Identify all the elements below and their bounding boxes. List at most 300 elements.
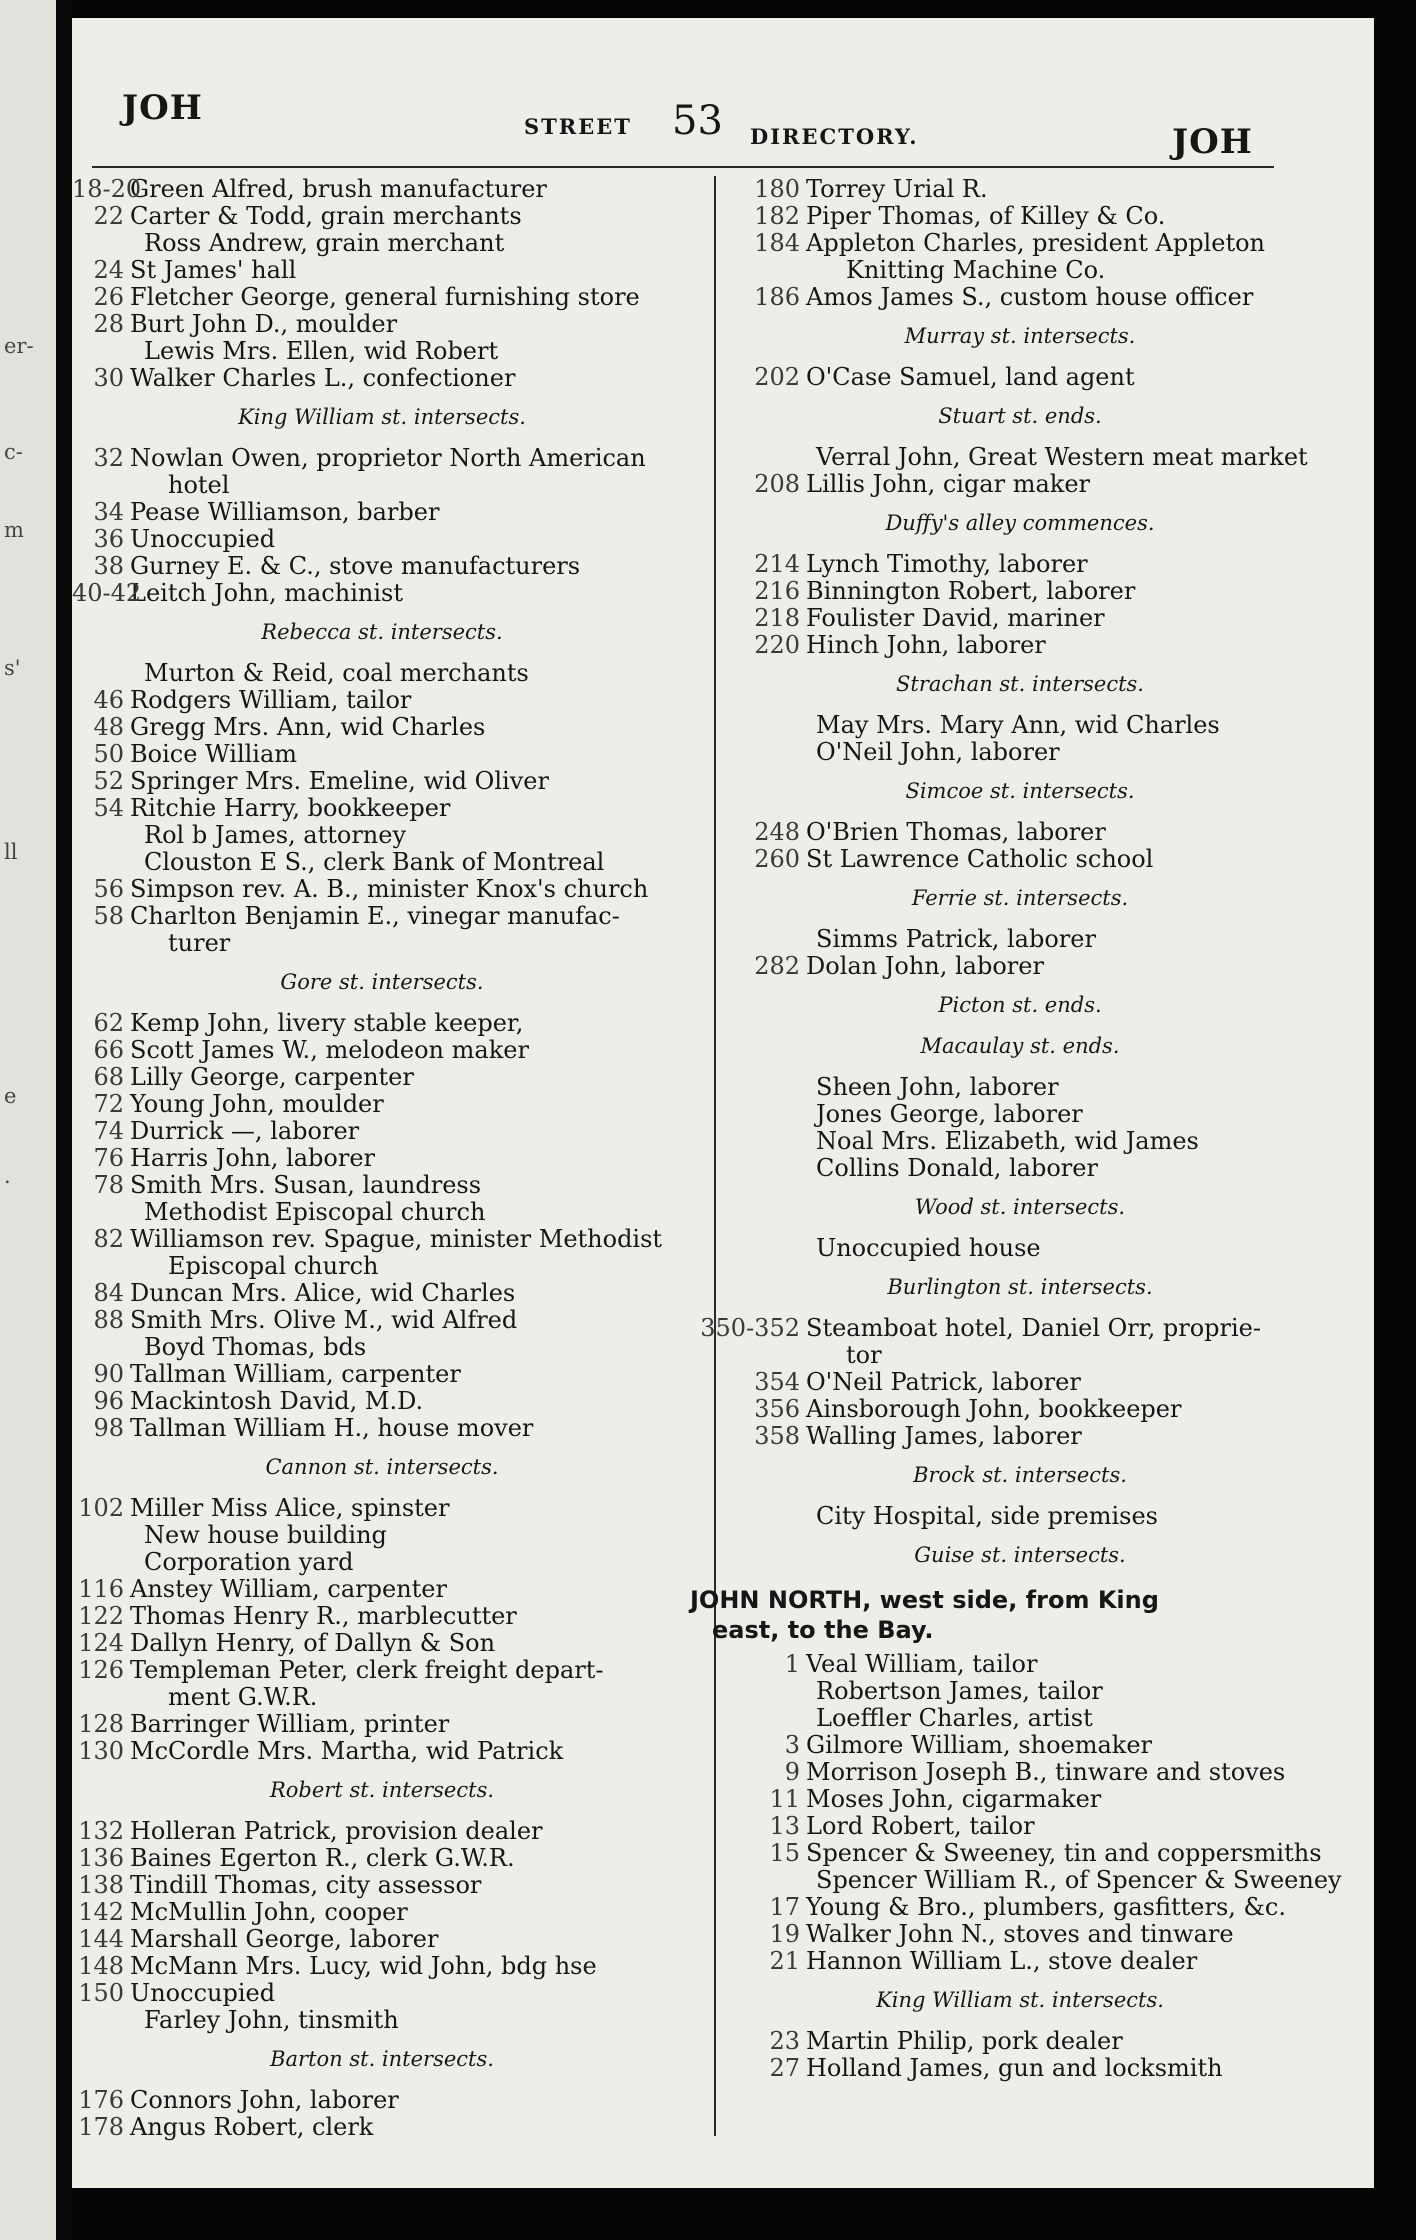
house-number: 78 <box>93 1171 124 1199</box>
house-number: 13 <box>769 1812 800 1840</box>
entry-text: Unoccupied <box>130 1979 276 2007</box>
directory-entry <box>72 2114 692 2141</box>
entry-text: Walker John N., stoves and tinware <box>806 1920 1234 1948</box>
entry-text: Duncan Mrs. Alice, wid Charles <box>130 1279 516 1307</box>
entry-text: Marshall George, laborer <box>130 1925 439 1953</box>
directory-entry <box>690 1678 1350 1705</box>
house-number: 15 <box>769 1839 800 1867</box>
directory-entry <box>690 1894 1350 1921</box>
entry-text: Binnington Robert, laborer <box>806 577 1136 605</box>
entry-text: Collins Donald, laborer <box>816 1154 1098 1182</box>
directory-entry <box>690 1101 1350 1128</box>
entry-text: Steamboat hotel, Daniel Orr, proprie- <box>806 1314 1261 1342</box>
street-intersection-label: King William st. intersects. <box>876 1988 1164 2012</box>
entry-text: Gurney E. & C., stove manufacturers <box>130 552 581 580</box>
house-number: 17 <box>769 1893 800 1921</box>
directory-entry <box>72 284 692 311</box>
entry-text: Lillis John, cigar maker <box>806 470 1091 498</box>
margin-fragment: s' <box>4 656 21 680</box>
entry-text: City Hospital, side premises <box>816 1502 1158 1530</box>
house-number: 62 <box>93 1009 124 1037</box>
directory-entry <box>72 1064 692 1091</box>
entry-text: Mackintosh David, M.D. <box>130 1387 424 1415</box>
directory-entry <box>72 1145 692 1172</box>
directory-entry <box>690 551 1350 578</box>
house-number: 36 <box>93 525 124 553</box>
house-number: 19 <box>769 1920 800 1948</box>
house-number: 21 <box>769 1947 800 1975</box>
entry-text: Rol b James, attorney <box>144 821 407 849</box>
entry-text: Harris John, laborer <box>130 1144 375 1172</box>
house-number: 142 <box>78 1898 124 1926</box>
running-head-directory: DIRECTORY. <box>750 124 919 149</box>
house-number: 1 <box>784 1650 800 1678</box>
right-column <box>690 176 1350 2082</box>
house-number: 74 <box>93 1117 124 1145</box>
directory-entry <box>72 1818 692 1845</box>
directory-entry <box>72 849 692 876</box>
directory-entry <box>690 926 1350 953</box>
house-number: 34 <box>93 498 124 526</box>
directory-entry <box>690 230 1350 284</box>
directory-entry <box>690 846 1350 873</box>
house-number: 84 <box>93 1279 124 1307</box>
house-number: 186 <box>754 283 800 311</box>
directory-entry <box>72 795 692 822</box>
street-intersection-label: Ferrie st. intersects. <box>911 886 1129 910</box>
entry-text: Appleton Charles, president Appleton <box>806 229 1265 257</box>
house-number: 82 <box>93 1225 124 1253</box>
entry-text: Simms Patrick, laborer <box>816 925 1096 953</box>
house-number: 130 <box>78 1737 124 1765</box>
entry-continuation: turer <box>168 929 231 957</box>
street-intersection-label: Stuart st. ends. <box>938 404 1102 428</box>
entry-text: Barringer William, printer <box>130 1710 450 1738</box>
entry-text: O'Case Samuel, land agent <box>806 363 1135 391</box>
entry-text: Farley John, tinsmith <box>144 2006 399 2034</box>
section-heading <box>690 1585 1350 1645</box>
house-number: 18-20 <box>72 175 142 203</box>
house-number: 46 <box>93 686 124 714</box>
directory-entry <box>72 1738 692 1765</box>
directory-entry <box>72 822 692 849</box>
house-number: 30 <box>93 364 124 392</box>
house-number: 116 <box>78 1575 124 1603</box>
entry-text: Gilmore William, shoemaker <box>806 1731 1153 1759</box>
directory-entry <box>72 1415 692 1442</box>
entry-text: Holleran Patrick, provision dealer <box>130 1817 543 1845</box>
street-intersection-label: Barton st. intersects. <box>270 2047 494 2071</box>
directory-entry <box>690 1651 1350 1678</box>
house-number: 38 <box>93 552 124 580</box>
directory-page <box>72 18 1374 2188</box>
house-number: 356 <box>754 1395 800 1423</box>
directory-entry <box>72 1388 692 1415</box>
directory-entry <box>72 553 692 580</box>
house-number: 128 <box>78 1710 124 1738</box>
entry-text: Carter & Todd, grain merchants <box>130 202 522 230</box>
house-number: 66 <box>93 1036 124 1064</box>
directory-entry <box>690 1369 1350 1396</box>
margin-fragment: er- <box>4 334 34 358</box>
directory-entry <box>72 311 692 338</box>
directory-entry <box>690 2028 1350 2055</box>
entry-text: Charlton Benjamin E., vinegar manufac- <box>130 902 620 930</box>
directory-entry <box>690 1948 1350 1975</box>
directory-entry <box>690 1315 1350 1369</box>
margin-fragment: e <box>4 1084 17 1108</box>
house-number: 180 <box>754 175 800 203</box>
directory-entry <box>72 230 692 257</box>
entry-text: Baines Egerton R., clerk G.W.R. <box>130 1844 515 1872</box>
entry-text: Nowlan Owen, proprietor North American <box>130 444 646 472</box>
left-column <box>72 176 692 2141</box>
directory-entry <box>72 1010 692 1037</box>
directory-entry <box>72 1576 692 1603</box>
directory-entry <box>72 741 692 768</box>
entry-continuation: hotel <box>168 471 230 499</box>
house-number: 90 <box>93 1360 124 1388</box>
entry-text: McMullin John, cooper <box>130 1898 408 1926</box>
house-number: 184 <box>754 229 800 257</box>
directory-entry <box>690 578 1350 605</box>
entry-text: May Mrs. Mary Ann, wid Charles <box>816 711 1220 739</box>
directory-entry <box>72 1630 692 1657</box>
street-intersection-label: Picton st. ends. <box>938 993 1102 1017</box>
street-intersection-label: Brock st. intersects. <box>913 1463 1127 1487</box>
entry-text: Tindill Thomas, city assessor <box>130 1871 482 1899</box>
house-number: 208 <box>754 470 800 498</box>
entry-text: O'Brien Thomas, laborer <box>806 818 1106 846</box>
directory-entry <box>690 632 1350 659</box>
street-intersection-label: Strachan st. intersects. <box>896 672 1144 696</box>
directory-entry <box>72 1980 692 2007</box>
house-number: 98 <box>93 1414 124 1442</box>
house-number: 126 <box>78 1656 124 1684</box>
directory-entry <box>72 1307 692 1334</box>
house-number: 182 <box>754 202 800 230</box>
entry-text: Angus Robert, clerk <box>130 2113 374 2141</box>
entry-text: Spencer & Sweeney, tin and coppersmiths <box>806 1839 1322 1867</box>
book-gutter <box>56 0 72 2240</box>
entry-text: Templeman Peter, clerk freight depart- <box>130 1656 604 1684</box>
house-number: 102 <box>78 1494 124 1522</box>
entry-text: Jones George, laborer <box>816 1100 1083 1128</box>
entry-text: Durrick —, laborer <box>130 1117 360 1145</box>
entry-text: Miller Miss Alice, spinster <box>130 1494 450 1522</box>
directory-entry <box>72 338 692 365</box>
house-number: 138 <box>78 1871 124 1899</box>
house-number: 202 <box>754 363 800 391</box>
street-intersection-label: Rebecca st. intersects. <box>261 620 503 644</box>
entry-text: Methodist Episcopal church <box>144 1198 486 1226</box>
entry-continuation: ment G.W.R. <box>168 1683 318 1711</box>
directory-entry <box>72 499 692 526</box>
house-number: 282 <box>754 952 800 980</box>
directory-entry <box>690 739 1350 766</box>
directory-entry <box>690 1074 1350 1101</box>
entry-text: Sheen John, laborer <box>816 1073 1059 1101</box>
directory-entry <box>690 819 1350 846</box>
directory-entry <box>690 1840 1350 1867</box>
house-number: 9 <box>784 1758 800 1786</box>
entry-text: O'Neil John, laborer <box>816 738 1060 766</box>
entry-text: Lilly George, carpenter <box>130 1063 414 1091</box>
entry-text: O'Neil Patrick, laborer <box>806 1368 1081 1396</box>
house-number: 220 <box>754 631 800 659</box>
directory-entry <box>690 953 1350 980</box>
house-number: 216 <box>754 577 800 605</box>
entry-text: Morrison Joseph B., tinware and stoves <box>806 1758 1286 1786</box>
entry-text: Hinch John, laborer <box>806 631 1046 659</box>
house-number: 52 <box>93 767 124 795</box>
directory-entry <box>72 768 692 795</box>
house-number: 150 <box>78 1979 124 2007</box>
entry-text: St Lawrence Catholic school <box>806 845 1154 873</box>
previous-page-edge <box>0 0 56 2240</box>
entry-text: Anstey William, carpenter <box>130 1575 447 1603</box>
house-number: 26 <box>93 283 124 311</box>
entry-text: Smith Mrs. Susan, laundress <box>130 1171 482 1199</box>
house-number: 11 <box>769 1785 800 1813</box>
entry-text: Verral John, Great Western meat market <box>816 443 1308 471</box>
entry-text: Scott James W., melodeon maker <box>130 1036 529 1064</box>
directory-entry <box>690 1396 1350 1423</box>
house-number: 54 <box>93 794 124 822</box>
house-number: 68 <box>93 1063 124 1091</box>
house-number: 40-42 <box>72 579 142 607</box>
directory-entry <box>690 1155 1350 1182</box>
entry-text: Lord Robert, tailor <box>806 1812 1035 1840</box>
street-intersection-label: Simcoe st. intersects. <box>905 779 1135 803</box>
entry-text: Moses John, cigarmaker <box>806 1785 1102 1813</box>
entry-text: McMann Mrs. Lucy, wid John, bdg hse <box>130 1952 597 1980</box>
house-number: 88 <box>93 1306 124 1334</box>
entry-text: Young John, moulder <box>130 1090 384 1118</box>
entry-text: Clouston E S., clerk Bank of Montreal <box>144 848 605 876</box>
directory-entry <box>72 1657 692 1711</box>
entry-text: Walling James, laborer <box>806 1422 1082 1450</box>
directory-entry <box>690 1921 1350 1948</box>
street-intersection-label: Burlington st. intersects. <box>887 1275 1153 1299</box>
running-head-left: JOH <box>122 88 203 128</box>
house-number: 350-352 <box>700 1314 800 1342</box>
directory-entry <box>72 687 692 714</box>
house-number: 50 <box>93 740 124 768</box>
house-number: 96 <box>93 1387 124 1415</box>
entry-text: Gregg Mrs. Ann, wid Charles <box>130 713 486 741</box>
section-heading-line: JOHN NORTH, west side, from King <box>690 1586 1159 1614</box>
house-number: 122 <box>78 1602 124 1630</box>
entry-text: Boice William <box>130 740 298 768</box>
directory-entry <box>72 257 692 284</box>
house-number: 76 <box>93 1144 124 1172</box>
directory-entry <box>72 1872 692 1899</box>
entry-text: Hannon William L., stove dealer <box>806 1947 1198 1975</box>
house-number: 56 <box>93 875 124 903</box>
street-intersection-label: Murray st. intersects. <box>904 324 1136 348</box>
entry-text: Ritchie Harry, bookkeeper <box>130 794 451 822</box>
house-number: 23 <box>769 2027 800 2055</box>
directory-entry <box>72 1226 692 1280</box>
entry-text: New house building <box>144 1521 387 1549</box>
house-number: 136 <box>78 1844 124 1872</box>
street-intersection-label: Cannon st. intersects. <box>265 1455 499 1479</box>
directory-entry <box>72 876 692 903</box>
section-heading-line: east, to the Bay. <box>712 1616 934 1644</box>
house-number: 248 <box>754 818 800 846</box>
margin-fragment: . <box>4 1164 11 1188</box>
entry-text: Amos James S., custom house officer <box>806 283 1254 311</box>
street-intersection-label: King William st. intersects. <box>238 405 526 429</box>
entry-text: Murton & Reid, coal merchants <box>144 659 529 687</box>
directory-entry <box>690 471 1350 498</box>
entry-text: Pease Williamson, barber <box>130 498 440 526</box>
street-intersection-label: Guise st. intersects. <box>914 1543 1126 1567</box>
directory-entry <box>72 1334 692 1361</box>
directory-entry <box>72 1172 692 1199</box>
running-head-right: JOH <box>1172 122 1253 162</box>
directory-entry <box>72 580 692 607</box>
entry-text: Simpson rev. A. B., minister Knox's church <box>130 875 649 903</box>
directory-entry <box>72 1845 692 1872</box>
entry-text: Springer Mrs. Emeline, wid Oliver <box>130 767 549 795</box>
directory-entry <box>72 176 692 203</box>
entry-text: Corporation yard <box>144 1548 354 1576</box>
entry-text: Martin Philip, pork dealer <box>806 2027 1123 2055</box>
house-number: 144 <box>78 1925 124 1953</box>
directory-entry <box>690 1503 1350 1530</box>
directory-entry <box>72 903 692 957</box>
directory-entry <box>72 203 692 230</box>
entry-text: Rodgers William, tailor <box>130 686 412 714</box>
directory-entry <box>690 1235 1350 1262</box>
entry-text: Veal William, tailor <box>806 1650 1038 1678</box>
entry-text: Ainsborough John, bookkeeper <box>806 1395 1182 1423</box>
entry-continuation: Knitting Machine Co. <box>846 256 1106 284</box>
entry-text: Foulister David, mariner <box>806 604 1105 632</box>
house-number: 27 <box>769 2054 800 2082</box>
entry-text: Dolan John, laborer <box>806 952 1044 980</box>
directory-entry <box>72 1549 692 1576</box>
house-number: 132 <box>78 1817 124 1845</box>
street-intersection-label: Duffy's alley commences. <box>885 511 1155 535</box>
directory-entry <box>690 284 1350 311</box>
house-number: 354 <box>754 1368 800 1396</box>
entry-text: Smith Mrs. Olive M., wid Alfred <box>130 1306 518 1334</box>
entry-text: Connors John, laborer <box>130 2086 399 2114</box>
entry-text: Kemp John, livery stable keeper, <box>130 1009 524 1037</box>
directory-entry <box>690 203 1350 230</box>
street-intersection-label: Robert st. intersects. <box>269 1778 495 1802</box>
directory-entry <box>72 1711 692 1738</box>
entry-text: Lynch Timothy, laborer <box>806 550 1088 578</box>
house-number: 176 <box>78 2086 124 2114</box>
directory-entry <box>72 1280 692 1307</box>
directory-entry <box>72 1522 692 1549</box>
entry-text: Torrey Urial R. <box>806 175 988 203</box>
directory-entry <box>72 1199 692 1226</box>
street-intersection-label: Wood st. intersects. <box>914 1195 1126 1219</box>
directory-entry <box>72 1953 692 1980</box>
street-intersection-label: Gore st. intersects. <box>280 970 484 994</box>
entry-text: Robertson James, tailor <box>816 1677 1103 1705</box>
directory-entry <box>690 1786 1350 1813</box>
directory-entry <box>690 2055 1350 2082</box>
house-number: 28 <box>93 310 124 338</box>
house-number: 72 <box>93 1090 124 1118</box>
house-number: 124 <box>78 1629 124 1657</box>
directory-entry <box>72 660 692 687</box>
entry-text: Williamson rev. Spague, minister Methodist <box>130 1225 663 1253</box>
margin-fragment: m <box>4 518 24 542</box>
directory-entry <box>690 1423 1350 1450</box>
directory-entry <box>72 1926 692 1953</box>
directory-entry <box>690 1759 1350 1786</box>
entry-text: Noal Mrs. Elizabeth, wid James <box>816 1127 1199 1155</box>
house-number: 214 <box>754 550 800 578</box>
page-number: 53 <box>672 98 723 144</box>
house-number: 358 <box>754 1422 800 1450</box>
directory-entry <box>72 1118 692 1145</box>
entry-text: Lewis Mrs. Ellen, wid Robert <box>144 337 499 365</box>
directory-entry <box>72 2007 692 2034</box>
entry-text: McCordle Mrs. Martha, wid Patrick <box>130 1737 564 1765</box>
entry-text: Young & Bro., plumbers, gasfitters, &c. <box>806 1893 1286 1921</box>
house-number: 48 <box>93 713 124 741</box>
directory-entry <box>690 605 1350 632</box>
entry-text: Piper Thomas, of Killey & Co. <box>806 202 1166 230</box>
house-number: 22 <box>93 202 124 230</box>
entry-text: Unoccupied house <box>816 1234 1041 1262</box>
house-number: 178 <box>78 2113 124 2141</box>
directory-entry <box>690 176 1350 203</box>
entry-text: Holland James, gun and locksmith <box>806 2054 1223 2082</box>
directory-entry <box>72 1037 692 1064</box>
directory-entry <box>72 445 692 499</box>
entry-text: Tallman William, carpenter <box>130 1360 461 1388</box>
entry-text: Walker Charles L., confectioner <box>130 364 516 392</box>
house-number: 3 <box>784 1731 800 1759</box>
directory-entry <box>72 2087 692 2114</box>
directory-entry <box>690 712 1350 739</box>
house-number: 24 <box>93 256 124 284</box>
house-number: 32 <box>93 444 124 472</box>
entry-continuation: Episcopal church <box>168 1252 379 1280</box>
directory-entry <box>690 1732 1350 1759</box>
street-intersection-label: Macaulay st. ends. <box>920 1034 1120 1058</box>
entry-text: Thomas Henry R., marblecutter <box>130 1602 517 1630</box>
directory-entry <box>72 1091 692 1118</box>
header-rule <box>92 166 1274 168</box>
entry-text: St James' hall <box>130 256 297 284</box>
directory-entry <box>690 364 1350 391</box>
directory-entry <box>72 1603 692 1630</box>
directory-entry <box>690 444 1350 471</box>
directory-entry <box>690 1867 1350 1894</box>
entry-text: Unoccupied <box>130 525 276 553</box>
margin-fragment: ll <box>4 840 18 864</box>
house-number: 218 <box>754 604 800 632</box>
entry-text: Dallyn Henry, of Dallyn & Son <box>130 1629 496 1657</box>
directory-entry <box>72 1495 692 1522</box>
directory-entry <box>72 1899 692 1926</box>
directory-entry <box>690 1128 1350 1155</box>
entry-text: Burt John D., moulder <box>130 310 398 338</box>
entry-text: Green Alfred, brush manufacturer <box>130 175 547 203</box>
directory-entry <box>72 526 692 553</box>
entry-text: Tallman William H., house mover <box>130 1414 534 1442</box>
